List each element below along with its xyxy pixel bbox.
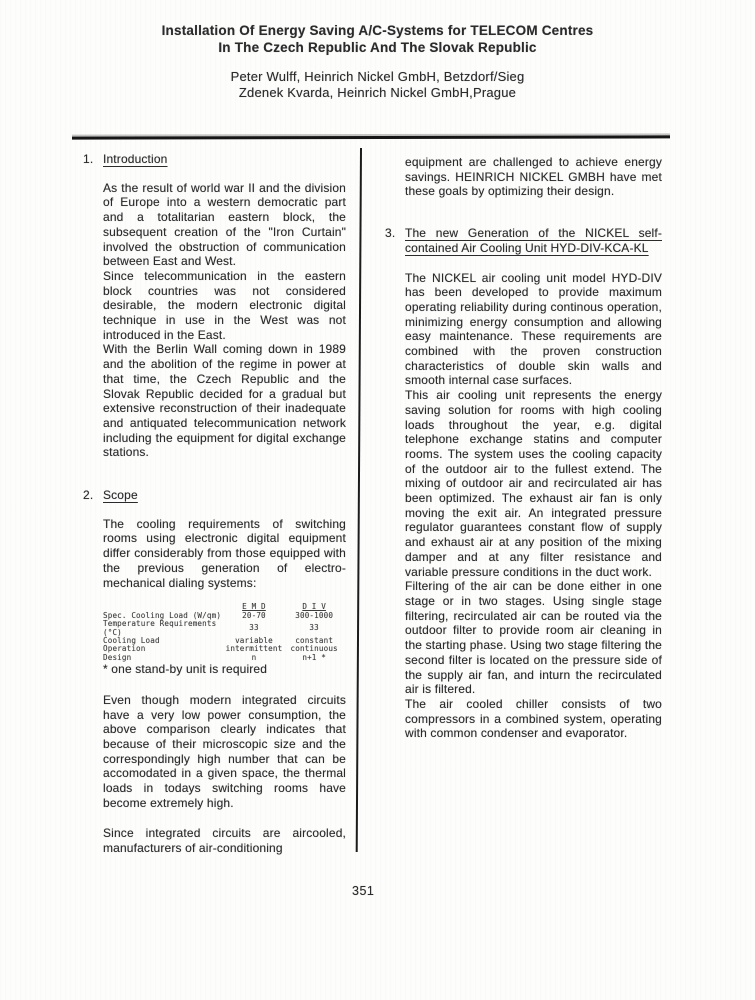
s2-paragraph-1: The cooling requirements of switching rooms using electronic digital equipment differ considerably from those equipped with the previous generation of electro-mechanical dialing systems: bbox=[103, 516, 346, 590]
section-3-heading: The new Generation of the NICKEL self-contained Air Cooling Unit HYD-DIV-KCA-KL bbox=[405, 226, 662, 255]
author-block bbox=[0, 69, 755, 101]
author-line-1: Peter Wulff, Heinrich Nickel GmbH, Betzdorf/Sieg bbox=[230, 69, 525, 84]
s3-paragraph-2: This air cooling unit represents the energy saving solution for rooms with high cooling loads throughout the year, e.g. digital telephone exchange statins and computer rooms. The system uses the cooling capacity of the outdoor air to the fullest extend. The mixing of outdoor air and recirculated air has been optimized. The exhaust air fan is only moving the exit air. An integrated pressure regulator guarantees constant flow of supply and exhaust air at any position of the mixing damper and at any filter resistance and variable pressure conditions in the duct work. bbox=[405, 388, 662, 579]
s2-paragraph-3: Since integrated circuits are aircooled, manufacturers of air-conditioning bbox=[103, 826, 346, 856]
emd-div-comparison-table bbox=[103, 603, 346, 662]
table-row: Operation intermittent continuous bbox=[103, 644, 338, 654]
table-row: Design n n+1 * bbox=[103, 652, 326, 662]
table-row: Temperature Requirements (°C) 33 33 bbox=[103, 619, 319, 637]
paper-title bbox=[0, 22, 755, 56]
s3-paragraph-3: Filtering of the air can be done either in one stage or in two stages. Using single stage filtering, recirculated air can be routed via the outdoor filter to provide room air cleaning in the starting phase. Using two stage filtering the second filter is located on the pressure side of the supply air fan, and inturn the recirculated air is filtered. bbox=[405, 579, 662, 697]
header-divider-rule bbox=[72, 135, 670, 139]
right-column bbox=[385, 155, 662, 741]
s3-paragraph-4: The air cooled chiller consists of two compressors in a combined system, operating with common condenser and evaporator. bbox=[405, 696, 662, 741]
author-line-2: Zdenek Kvarda, Heinrich Nickel GmbH,Prague bbox=[238, 85, 517, 100]
section-introduction bbox=[83, 152, 346, 460]
title-line-1: Installation Of Energy Saving A/C-Systems for TELECOM Centres bbox=[161, 23, 594, 38]
s2-carryover-paragraph: equipment are challenged to achieve energy savings. HEINRICH NICKEL GMBH have met these goals by optimizing their design. bbox=[405, 155, 662, 199]
section-3-number: 3. bbox=[385, 226, 396, 241]
section-2-number: 2. bbox=[83, 488, 94, 503]
s1-paragraph-3: With the Berlin Wall coming down in 1989 and the abolition of the regime in power at that time, the Czech Republic and the Slovak Republic decided for a gradual but extensive reconstruction of their inadequate and antiquated telecommunication network including the equipment for digital exchange stations. bbox=[103, 342, 346, 460]
column-divider-line bbox=[356, 148, 362, 852]
section-2-heading: Scope bbox=[103, 488, 138, 503]
page-number: 351 bbox=[352, 884, 375, 898]
section-1-number: 1. bbox=[83, 152, 94, 166]
col-header-div: D I V bbox=[302, 602, 326, 612]
title-line-2: In The Czech Republic And The Slovak Republic bbox=[218, 40, 537, 55]
s3-paragraph-1: The NICKEL air cooling unit model HYD-DIV has been developed to provide maximum operating reliability during continous operation, minimizing energy consumption and allowing easy maintenance. These requirements are combined with the proven construction characteristics of double skin walls and smooth internal case surfaces. bbox=[405, 270, 662, 388]
table-footnote: * one stand-by unit is required bbox=[103, 662, 268, 677]
section-1-heading: Introduction bbox=[103, 152, 168, 166]
s1-paragraph-2: Since telecommunication in the eastern block countries was not considered desirable, the modern electronic digital technique in use in the West was not introduced in the East. bbox=[103, 268, 346, 342]
section-new-generation bbox=[385, 226, 662, 741]
table-row: Cooling Load variable constant bbox=[103, 635, 334, 645]
left-column bbox=[83, 152, 346, 856]
section-scope bbox=[83, 488, 346, 856]
section-3-body bbox=[405, 271, 662, 742]
s2-paragraph-2: Even though modern integrated circuits have a very low power consumption, the above comparison clearly indicates that because of their microscopic size and the correspondingly high number that can be accomodated in a given space, the thermal loads in todays switching rooms have become extremely high. bbox=[103, 692, 346, 810]
table-row: Spec. Cooling Load (W/qm) 20-70 300-1000 bbox=[103, 610, 334, 620]
col-header-emd: E M D bbox=[242, 602, 266, 612]
s1-paragraph-1: As the result of world war II and the division of Europe into a western democratic part and a totalitarian eastern block, the subsequent creation of the "Iron Curtain" involved the obstruction of communication between East and West. bbox=[103, 180, 346, 269]
